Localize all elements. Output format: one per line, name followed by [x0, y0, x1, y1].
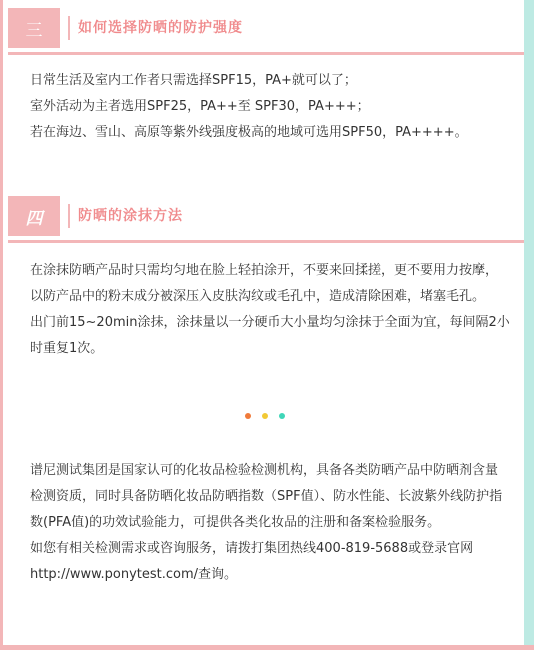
company-info	[30, 458, 510, 588]
teal-dot-icon	[279, 413, 285, 419]
frame-right-border	[524, 0, 534, 650]
section-number-badge: 四	[8, 196, 60, 236]
section-title: 如何选择防晒的防护强度	[78, 20, 243, 36]
paragraph-line: 谱尼测试集团是国家认可的化妆品检验检测机构，具备各类防晒产品中防晒剂含量检测资质，同时具备防晒化妆品防晒指数（SPF值）、防水性能、长波紫外线防护指数(PFA值)的功效试验能力，可提供各类化妆品的注册和备案检验服务。	[30, 463, 503, 530]
paragraph-line: 室外活动为主者选用SPF25，PA++至 SPF30，PA+++；	[30, 99, 370, 114]
frame-left-border	[0, 0, 3, 650]
section-three-body	[30, 68, 510, 146]
contact-line: 如您有相关检测需求或咨询服务，请拨打集团热线400-819-5688或登录官网http://www.ponytest.com/查询。	[30, 541, 474, 582]
header-divider	[68, 16, 70, 40]
header-underline	[8, 52, 524, 55]
paragraph-line: 出门前15~20min涂抹，涂抹量以一分硬币大小量均匀涂抹于全面为宜，每间隔2小时重复1次。	[30, 315, 510, 356]
section-title: 防晒的涂抹方法	[78, 208, 183, 224]
header-divider	[68, 204, 70, 228]
paragraph-line: 日常生活及室内工作者只需选择SPF15，PA+就可以了；	[30, 73, 357, 88]
decorative-dots	[245, 413, 285, 421]
section-four-body	[30, 258, 510, 362]
paragraph-line: 若在海边、雪山、高原等紫外线强度极高的地域可选用SPF50，PA++++。	[30, 125, 468, 140]
yellow-dot-icon	[262, 413, 268, 419]
paragraph-line: 在涂抹防晒产品时只需均匀地在脸上轻拍涂开，不要来回揉搓，更不要用力按摩，以防产品中的粉末成分被深压入皮肤沟纹或毛孔中，造成清除困难，堵塞毛孔。	[30, 263, 499, 304]
orange-dot-icon	[245, 413, 251, 419]
section-number-badge: 三	[8, 8, 60, 48]
header-underline	[8, 240, 524, 243]
section-four-header	[8, 196, 524, 238]
frame-bottom-border	[0, 645, 534, 650]
section-three-header	[8, 8, 524, 50]
